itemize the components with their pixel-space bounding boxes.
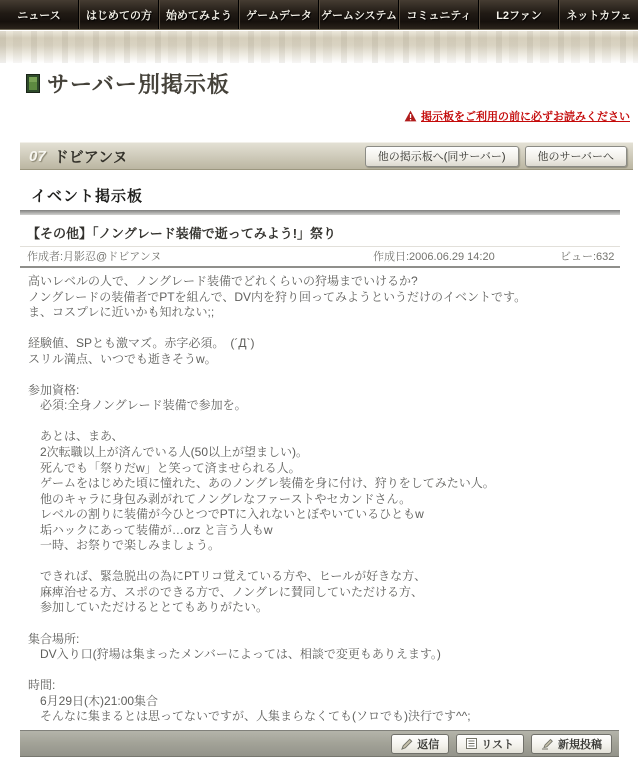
new-post-button[interactable] <box>531 734 612 754</box>
nav-tab[interactable]: 始めてみよう <box>159 0 239 29</box>
reply-button[interactable] <box>391 734 449 754</box>
nav-tab[interactable]: はじめての方 <box>79 0 159 29</box>
other-board-button[interactable]: 他の掲示板へ(同サーバー) <box>365 146 519 167</box>
post-body-line: 他のキャラに身包み剥がれてノングレなファーストやセカンドさん。 <box>28 491 412 506</box>
post-meta-row <box>20 242 620 268</box>
reply-button-label: 返信 <box>417 738 440 751</box>
post-body-line: そんなに集まるとは思ってないですが、人集まらなくても(ソロでも)決行です^^; <box>28 709 471 724</box>
post-body-line: ま、コスプレに近いかも知れない;; <box>28 305 215 320</box>
post-body-line: DV入り口(狩場は集まったメンバーによっては、相談で変更もありえます。) <box>28 647 441 662</box>
post-body-line: 高いレベルの人で、ノングレード装備でどれくらいの狩場までいけるか? <box>28 274 418 288</box>
board-title: イベント掲示板 <box>31 188 144 205</box>
other-server-button[interactable]: 他のサーバーへ <box>525 146 627 167</box>
post-body-line <box>28 321 628 337</box>
nav-tab[interactable]: コミュニティ <box>399 0 479 29</box>
post-title: 【その他】「ノングレード装備で逝ってみよう!」祭り <box>20 219 620 247</box>
usage-warning-link[interactable] <box>404 108 630 124</box>
section-divider <box>20 210 620 215</box>
server-name: ドビアンヌ <box>53 148 128 166</box>
post-body-line: あとは、まあ、 <box>28 429 124 444</box>
new-post-icon <box>541 738 554 750</box>
post-body-line: 6月29日(木)21:00集合 <box>28 693 159 708</box>
post-body-line: 垢ハックにあって装備が…orz と言う人もw <box>28 522 273 537</box>
server-number: 07 <box>29 147 46 165</box>
post-body-line: スリル満点、いつでも逝きそうw。 <box>28 351 217 366</box>
footer-toolbar <box>20 730 619 757</box>
pencil-icon <box>401 738 413 750</box>
post-body-line <box>28 616 628 632</box>
top-nav <box>0 0 638 30</box>
server-header-bar <box>20 142 633 170</box>
list-button[interactable] <box>456 734 524 754</box>
warning-icon <box>404 110 417 122</box>
post-body-line <box>28 367 628 383</box>
list-button-label: リスト <box>481 738 514 751</box>
post-body-line: できれば、緊急脱出の為にPTリコ覚えている方や、ヒールが好きな方、 <box>28 569 427 584</box>
post-body-line: 必須:全身ノングレード装備で参加を。 <box>28 398 247 413</box>
page-title: サーバー別掲示板 <box>47 72 230 97</box>
header-texture <box>0 31 638 63</box>
nav-tab[interactable]: ネットカフェ <box>559 0 638 29</box>
post-body-line: 麻痺治せる方、スポのできる方で、ノングレに賛同していただける方、 <box>28 584 424 599</box>
post-author: 作成者:月影忍@ドビアンヌ <box>27 251 162 263</box>
usage-warning-text: 掲示板をご利用の前に必ずお読みください <box>421 111 630 123</box>
post-body-line: 時間: <box>28 678 56 693</box>
post-body-line: 参加資格: <box>28 382 80 397</box>
post-body-line: 経験値、SPとも激マズ。赤字必須。 (´Д`) <box>28 336 255 351</box>
post-body-line: 2次転職以上が済んでいる人(50以上が望ましい)。 <box>28 445 309 460</box>
post-body-line: 集合場所: <box>28 631 80 646</box>
post-views: ビュー:632 <box>560 251 615 263</box>
page-title-row <box>26 68 230 99</box>
board-icon <box>26 74 40 93</box>
post-body-line: レベルの割りに装備が今ひとつでPTに入れないとぼやいているひともw <box>28 507 424 522</box>
nav-tab[interactable]: ゲームデータ <box>239 0 319 29</box>
post-body-line: 参加していただけるととてもありがたい。 <box>28 600 269 615</box>
post-body-line: 死んでも「祭りだw」と笑って済ませられる人。 <box>28 460 301 475</box>
post-date: 作成日:2006.06.29 14:20 <box>373 251 495 263</box>
post-body-line: ノングレードの装備者でPTを組んで、DV内を狩り回ってみようというだけのイベントです。 <box>28 289 527 304</box>
post-body-line: 一時、お祭りで楽しみましょう。 <box>28 538 221 553</box>
list-icon <box>466 738 477 749</box>
post-body <box>28 274 628 725</box>
post-body-line: ゲームをはじめた頃に憧れた、あのノングレ装備を身に付け、狩りをしてみたい人。 <box>28 476 495 491</box>
nav-tab[interactable]: L2ファン <box>479 0 559 29</box>
post-body-line <box>28 414 628 430</box>
new-post-button-label: 新規投稿 <box>558 738 602 751</box>
post-body-line <box>28 663 628 679</box>
post-body-line <box>28 554 628 570</box>
nav-tab[interactable]: ニュース <box>0 0 79 29</box>
nav-tab[interactable]: ゲームシステム <box>319 0 399 29</box>
